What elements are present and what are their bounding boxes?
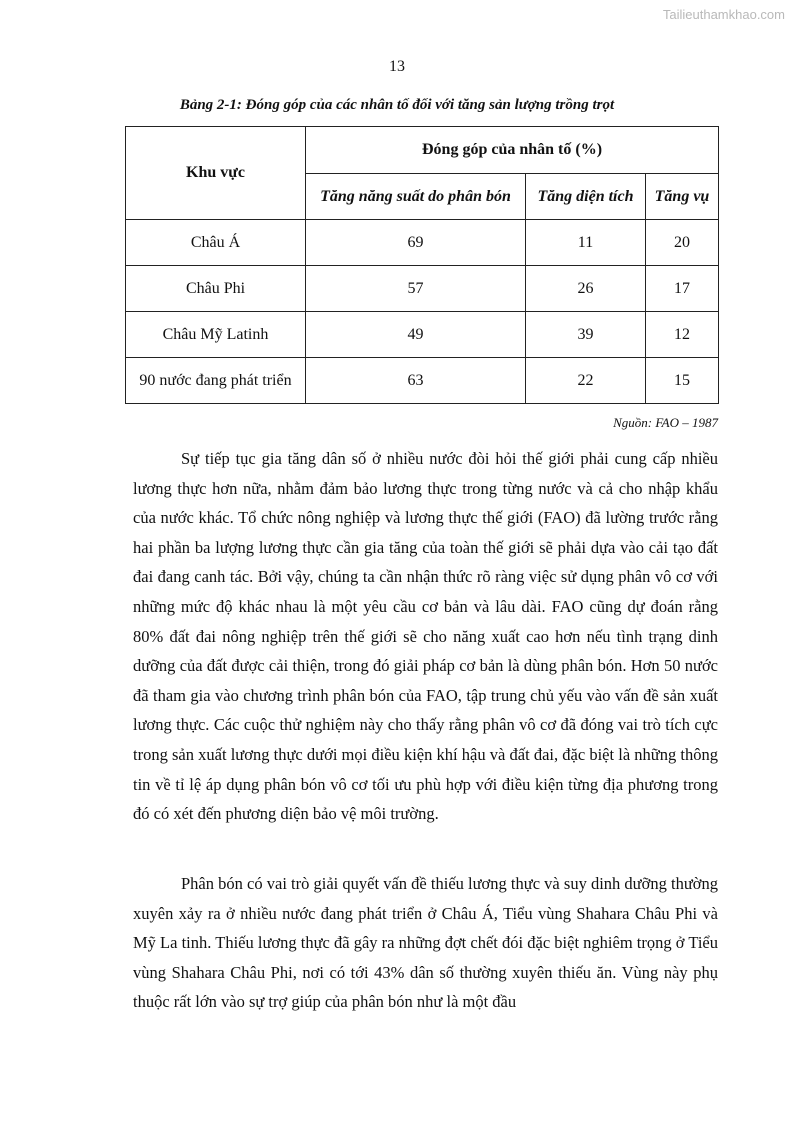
cell-crops: 17	[646, 266, 719, 312]
subheader-area: Tăng diện tích	[526, 174, 646, 220]
cell-fertilizer: 69	[306, 220, 526, 266]
page-number: 13	[389, 58, 405, 75]
cell-area: 22	[526, 358, 646, 404]
cell-region: Châu Phi	[126, 266, 306, 312]
cell-area: 26	[526, 266, 646, 312]
cell-area: 11	[526, 220, 646, 266]
table-caption: Bảng 2-1: Đóng góp của các nhân tố đối với tăng sản lượng trồng trọt	[179, 97, 615, 113]
table-row	[126, 266, 719, 312]
contribution-table	[125, 126, 719, 404]
body-paragraph: Sự tiếp tục gia tăng dân số ở nhiều nước đòi hỏi thế giới phải cung cấp nhiều lương thực hơn nữa, nhằm đảm bảo lương thực trong từng nước và cả cho nhập khẩu của nước khác. Tổ chức nông nghiệp và lương thực thế giới (FAO) đã lường trước rằng hai phần ba lượng lương thực cần gia tăng của toàn thế giới sẽ phải dựa vào cải tạo đất đai đang canh tác. Bởi vậy, chúng ta cần nhận thức rõ ràng việc sử dụng phân vô cơ với những mức độ khác nhau là một yêu cầu cơ bản và lâu dài. FAO cũng dự đoán rằng 80% đất đai nông nghiệp trên thế giới sẽ cho năng xuất cao hơn nếu tình trạng dinh dưỡng của đất được cải thiện, trong đó giải pháp cơ bản là dùng phân bón. Hơn 50 nước đã tham gia vào chương trình phân bón của FAO, tập trung chủ yếu vào vấn đề sản xuất lương thực. Các cuộc thử nghiệm này cho thấy rằng phân vô cơ đã đóng vai trò tích cực trong sản xuất lương thực dưới mọi điều kiện khí hậu và đất đai, đặc biệt là những thông tin về tỉ lệ áp dụng phân bón vô cơ tối ưu phù hợp với điều kiện từng địa phương trong đó có xét đến phương diện bảo vệ môi trường.	[133, 449, 718, 824]
cell-area: 39	[526, 312, 646, 358]
header-group: Đóng góp của nhân tố (%)	[306, 127, 719, 174]
subheader-crops: Tăng vụ	[646, 174, 719, 220]
source-note: Nguồn: FAO – 1987	[613, 415, 718, 430]
cell-fertilizer: 49	[306, 312, 526, 358]
body-paragraph: Phân bón có vai trò giải quyết vấn đề thiếu lương thực và suy dinh dưỡng thường xuyên xảy ra ở nhiều nước đang phát triển ở Châu Á, Tiểu vùng Shahara Châu Phi và Mỹ La tinh. Thiếu lương thực đã gây ra những đợt chết đói đặc biệt nghiêm trọng ở Tiểu vùng Shahara Châu Phi, nơi có tới 43% dân số thường xuyên thiếu ăn. Vùng này phụ thuộc rất lớn vào sự trợ giúp của phân bón như là một đầu	[133, 874, 718, 1012]
cell-region: 90 nước đang phát triển	[126, 358, 306, 404]
watermark: Tailieuthamkhao.com	[662, 7, 785, 22]
cell-crops: 20	[646, 220, 719, 266]
table-row	[126, 220, 719, 266]
cell-fertilizer: 57	[306, 266, 526, 312]
table-row	[126, 312, 719, 358]
table-row	[126, 358, 719, 404]
cell-region: Châu Mỹ Latinh	[126, 312, 306, 358]
cell-crops: 15	[646, 358, 719, 404]
header-region: Khu vực	[126, 127, 306, 220]
cell-region: Châu Á	[126, 220, 306, 266]
subheader-fertilizer: Tăng năng suất do phân bón	[306, 174, 526, 220]
cell-fertilizer: 63	[306, 358, 526, 404]
cell-crops: 12	[646, 312, 719, 358]
